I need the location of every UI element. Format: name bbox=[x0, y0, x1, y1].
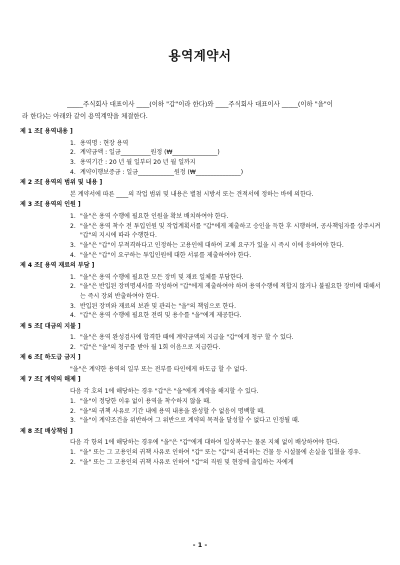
item-number: 3. bbox=[70, 417, 76, 425]
article-item bbox=[70, 158, 382, 168]
item-text: "을"은 "갑"이 부적격하다고 인정하는 고용인에 대하여 교체 요구가 있을 시 즉시 이에 응하여야 한다. bbox=[80, 241, 344, 249]
article-7 bbox=[20, 375, 382, 426]
item-number: 4. bbox=[70, 251, 76, 259]
article-3 bbox=[20, 200, 382, 260]
article-item bbox=[70, 273, 382, 283]
article-item bbox=[70, 222, 382, 241]
article-item bbox=[70, 333, 382, 343]
item-number: 2. bbox=[70, 283, 76, 291]
article-item bbox=[70, 168, 382, 178]
article-heading: 제 6 조[ 하도급 금지 ] bbox=[20, 354, 81, 362]
article-8 bbox=[20, 427, 382, 468]
item-text: 계약금액 : 일금__________원정 (₩_______________) bbox=[80, 149, 220, 157]
intro-line-1: _____주식회사 대표이사 ____(이하 "갑"이라 한다)와 ____주식회사 대표이사 _____(이하 "을"이 bbox=[67, 100, 333, 108]
article-item bbox=[70, 311, 382, 321]
item-text: "갑"은 용역 수행에 필요한 전력 및 용수를 "을"에게 제공한다. bbox=[80, 312, 242, 320]
article-item bbox=[70, 139, 382, 149]
article-paragraph: 다음 각 항의 1에 해당하는 경우에 "을"은 "갑"에게 대하여 일상복구는 물론 지체 없이 배상하여야 한다. bbox=[70, 439, 340, 447]
article-heading: 제 4 조[ 용역 재료의 부담 ] bbox=[20, 261, 95, 269]
item-number: 2. bbox=[70, 149, 76, 157]
article-item bbox=[70, 458, 382, 468]
page-number: - 1 - bbox=[192, 541, 208, 549]
article-item bbox=[70, 448, 382, 458]
article-item bbox=[70, 251, 382, 261]
item-text: "을"은 용역 완성검사에 합격한 때에 계약금액의 지급을 "갑"에게 청구 할 수 있다. bbox=[80, 334, 294, 342]
item-text: "을" 또는 그 고용인의 귀책 사유로 인하여 "갑"의 직원 및 현장에 출입하는 자에게 bbox=[80, 458, 294, 466]
item-number: 1. bbox=[70, 397, 76, 405]
item-text: "을"의 귀책 사유로 기간 내에 용역 내용을 완성할 수 없음이 명백할 때. bbox=[80, 407, 265, 415]
item-text: "을"은 "갑"이 요구하는 투입인원에 대한 서류를 제출하여야 한다. bbox=[80, 251, 252, 259]
item-number: 2. bbox=[70, 222, 76, 230]
article-heading: 제 1 조[ 용역내용 ] bbox=[20, 128, 73, 135]
item-number: 1. bbox=[70, 212, 76, 220]
article-1 bbox=[20, 127, 382, 178]
item-text: "갑"은 "을"의 청구를 받아 월 1회 이음으로 지급한다. bbox=[80, 344, 221, 352]
item-number: 1. bbox=[70, 139, 76, 147]
item-number: 4. bbox=[70, 312, 76, 320]
article-paragraph: 본 계약서에 따른 ____의 작업 범위 및 내용은 별첨 시방서 또는 견적서에 정하는 바에 의한다. bbox=[70, 190, 314, 198]
article-item bbox=[70, 282, 382, 301]
article-item bbox=[70, 343, 382, 353]
article-heading: 제 2 조[ 용역의 범위 및 내용 ] bbox=[20, 179, 103, 187]
article-6 bbox=[20, 353, 382, 374]
item-text: "을"은 반입된 장비명세서를 작성하여 "갑"에게 제출하여야 하며 용역수행에 적합지 않거나 불필요한 장비에 대해서는 즉시 장외 반출하여야 한다. bbox=[80, 283, 381, 301]
article-item bbox=[70, 212, 382, 222]
article-5 bbox=[20, 322, 382, 353]
item-text: "을" 또는 그 고용인의 귀책 사유로 인하여 "갑" 또는 "갑"의 관리하는 건물 등 시설물에 손실을 입혔을 경우. bbox=[80, 448, 361, 456]
item-text: "을"은 용역 수행에 필요한 모든 장비 및 재료 일체를 부담한다. bbox=[80, 273, 244, 281]
item-number: 3. bbox=[70, 302, 76, 310]
item-text: 용역기간 : 20 년 월 일부터 20 년 월 일까지 bbox=[80, 159, 196, 167]
item-number: 1. bbox=[70, 448, 76, 456]
article-item bbox=[70, 397, 382, 407]
item-number: 1. bbox=[70, 273, 76, 281]
article-paragraph: 다음 각 호의 1에 해당하는 경우 "갑"은 "을"에게 계약을 해지할 수 있다. bbox=[70, 388, 259, 396]
item-text: 반입된 장비와 재료의 보관 및 관리는 "을"의 책임으로 한다. bbox=[80, 302, 236, 310]
article-item bbox=[70, 148, 382, 158]
item-number: 2. bbox=[70, 407, 76, 415]
article-paragraph: "을"은 계약한 용역의 일부 또는 전부를 타인에게 하도급 할 수 없다. bbox=[70, 366, 248, 374]
item-number: 2. bbox=[70, 344, 76, 352]
item-number: 3. bbox=[70, 241, 76, 249]
item-text: "을"은 용역 착수 전 투입인원 및 작업계획서를 "갑"에게 제출하고 승인을 득한 후 시행하며, 공사책임자를 상주시켜 "갑"의 지시에 따라 수행한다. bbox=[80, 222, 381, 240]
article-heading: 제 3 조[ 용역의 인원 ] bbox=[20, 201, 81, 209]
article-heading: 제 8 조[ 배상책임 ] bbox=[20, 427, 73, 435]
item-text: "을"이 정당한 이유 없이 용역을 착수하지 않을 때. bbox=[80, 397, 211, 405]
item-text: 계약이행보증금 : 일금____________원정 (₩_______________) bbox=[80, 168, 244, 176]
article-item bbox=[70, 416, 382, 426]
article-4 bbox=[20, 261, 382, 321]
articles-list bbox=[20, 127, 382, 468]
item-number: 2. bbox=[70, 458, 76, 466]
article-heading: 제 5 조[ 대금의 지불 ] bbox=[20, 322, 81, 330]
document-title: 용역계약서 bbox=[168, 48, 232, 63]
item-number: 4. bbox=[70, 168, 76, 176]
item-number: 3. bbox=[70, 159, 76, 167]
item-text: "을"이 계약조건을 위반하여 그 위반으로 계약의 목적을 달성할 수 없다고 인정될 때. bbox=[80, 417, 300, 425]
intro-paragraph bbox=[20, 98, 380, 122]
article-item bbox=[70, 241, 382, 251]
article-heading: 제 7 조[ 계약의 해제 ] bbox=[20, 376, 81, 384]
item-text: 용역명 : 현장 용역 bbox=[80, 139, 129, 147]
item-number: 1. bbox=[70, 334, 76, 342]
article-item bbox=[70, 302, 382, 312]
article-2 bbox=[20, 178, 382, 199]
intro-line-2: 라 한다)는 아래와 같이 용역계약을 체결한다. bbox=[22, 112, 148, 120]
item-text: "을"은 용역 수행에 필요한 인원을 확보 배치하여야 한다. bbox=[80, 212, 229, 220]
article-item bbox=[70, 407, 382, 417]
